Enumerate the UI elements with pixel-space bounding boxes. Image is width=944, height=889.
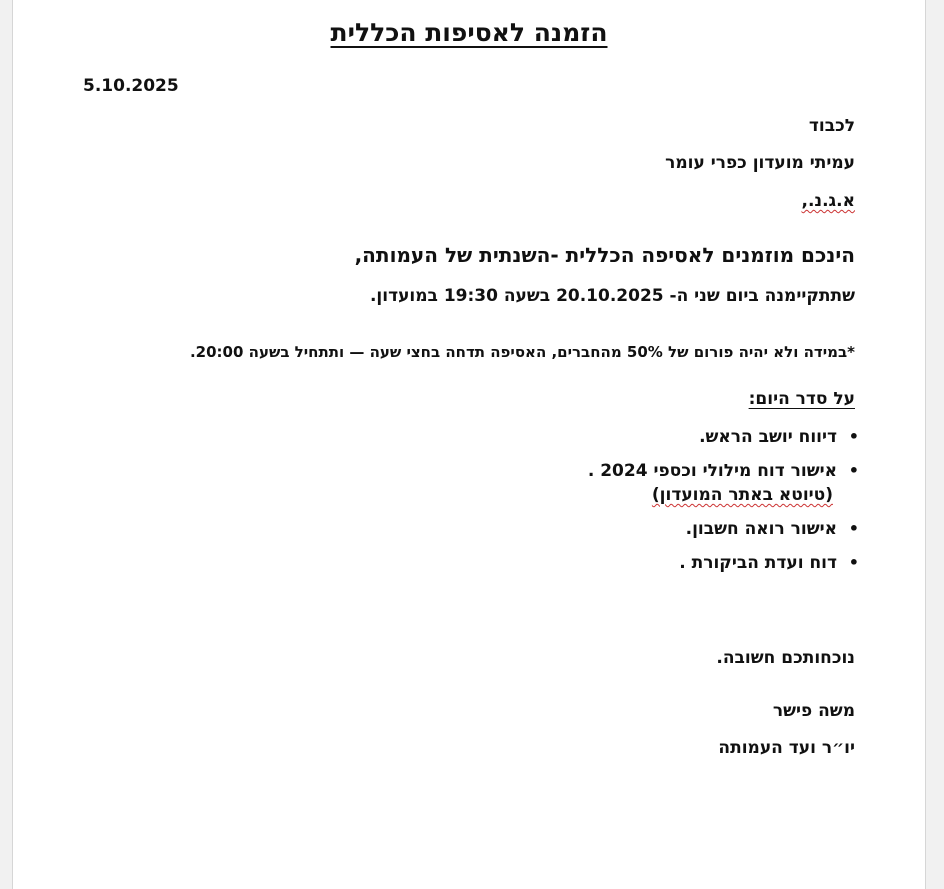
document-title: הזמנה לאסיפות הכללית [330, 18, 608, 47]
invitation-line: הינכם מוזמנים לאסיפה הכללית -השנתית של העמותה, [354, 243, 855, 267]
agenda-item [588, 517, 859, 541]
agenda-heading: על סדר היום: [748, 389, 855, 409]
recipients-line: עמיתי מועדון כפרי עומר [665, 153, 855, 173]
quorum-note: *במידה ולא יהיה פורום של 50% מהחברים, האסיפה תדחה בחצי שעה — ותתחיל בשעה 20:00. [189, 343, 855, 361]
bullet-icon: • [848, 553, 859, 572]
document-date: 5.10.2025 [83, 76, 179, 96]
agenda-item [588, 551, 859, 575]
bullet-icon: • [848, 461, 859, 480]
closing-line: נוכחותכם חשובה. [716, 648, 855, 668]
right-margin-bar [925, 0, 944, 889]
document-page [13, 0, 925, 889]
schedule-line: שתתקיימנה ביום שני ה- 20.10.2025 בשעה 19:30 במועדון. [369, 286, 855, 306]
agenda-item-text: אישור דוח מילולי וכספי 2024 . [587, 461, 837, 481]
bullet-icon: • [848, 519, 859, 538]
agenda-item-text: אישור רואה חשבון. [685, 519, 837, 539]
signer-title: יו״ר ועד העמותה [718, 738, 855, 758]
agenda-list [588, 425, 859, 585]
agenda-item-text: דיווח יושב הראש. [699, 427, 837, 447]
agenda-item-text: דוח ועדת הביקורת . [679, 553, 837, 573]
agenda-item [588, 425, 859, 449]
agenda-item-subnote: (טיוטא באתר המועדון) [651, 485, 833, 505]
greeting-line: א.ג.נ., [801, 191, 855, 211]
left-margin-bar [0, 0, 13, 889]
agenda-item [588, 459, 859, 507]
salutation-to: לכבוד [808, 116, 855, 136]
signer-name: משה פישר [772, 701, 855, 721]
bullet-icon: • [848, 427, 859, 446]
